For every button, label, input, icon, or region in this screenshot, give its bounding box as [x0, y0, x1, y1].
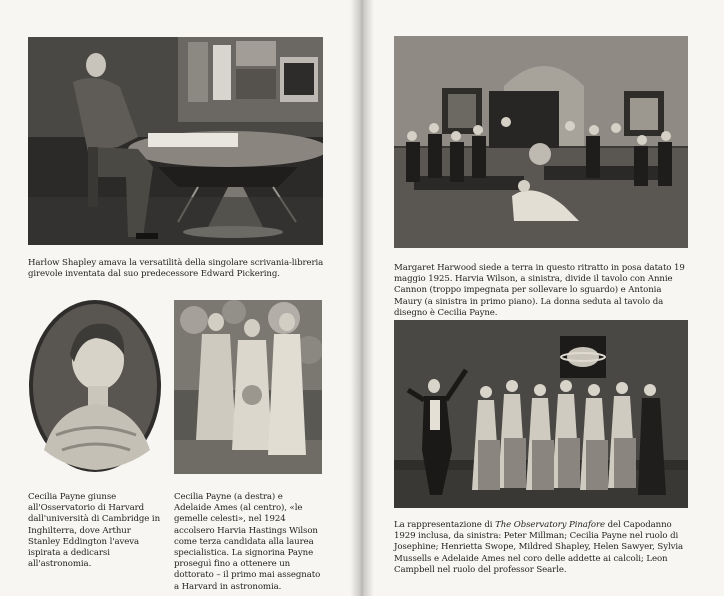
caption-harwood: Margaret Harwood siede a terra in questo ritratto in posa datato 19 maggio 1925. Harvia Wilson, a sinistra, divide il tavolo con Annie Cannon (troppo impegnata per sollevare lo sguardo) e Antonia Maury (a sinistra in primo piano). La donna seduta al tavolo da disegno è Cecilia Payne.: [394, 263, 685, 318]
pinafore-play-image: [394, 320, 688, 508]
photo-harwood-group: [394, 36, 688, 248]
photo-payne-ames-wilson: [174, 300, 322, 474]
caption-shapley: Harlow Shapley amava la versatilità della singolare scrivania-libreria girevole inventata dal suo predecessore Edward Pickering.: [28, 258, 324, 280]
payne-ames-wilson-image: [174, 300, 322, 474]
harwood-group-image: [394, 36, 688, 248]
caption-pinafore: [394, 520, 690, 576]
caption-payne-ames: Cecilia Payne (a destra) e Adelaide Ames (al centro), «le gemelle celesti», nel 1924 accolsero Harvia Hastings Wilson come terza candidata alla laurea specialistica. La signorina Payne proseguì fino a ottenere un dottorato – il primo mai assegnato a Harvard in astronomia.: [174, 492, 321, 592]
caption-payne-portrait: Cecilia Payne giunse all'Osservatorio di Harvard dall'università di Cambridge in Inghilterra, dove Arthur Stanley Eddington l'aveva ispirata a dedicarsi all'astronomia.: [28, 492, 161, 570]
payne-portrait-image: [26, 300, 164, 476]
book-gutter: [350, 0, 374, 596]
photo-payne-portrait: [26, 300, 164, 476]
caption-pinafore-intro: La rappresentazione di: [394, 520, 496, 530]
caption-pinafore-title: The Observatory Pinafore: [495, 520, 605, 530]
shapley-desk-image: [28, 37, 323, 245]
photo-pinafore-play: [394, 320, 688, 508]
photo-shapley-desk: [28, 37, 323, 245]
caption-pinafore-rest: del Capodanno 1929 inclusa, da sinistra: Peter Millman; Cecilia Payne nel ruolo di Josephine; Henrietta Swope, Mildred Shapley, Helen Sawyer, Sylvia Mussells e Adelaide Ames nel coro delle addette ai calcoli; Leon Campbell nel ruolo del professor Searle.: [394, 520, 684, 575]
